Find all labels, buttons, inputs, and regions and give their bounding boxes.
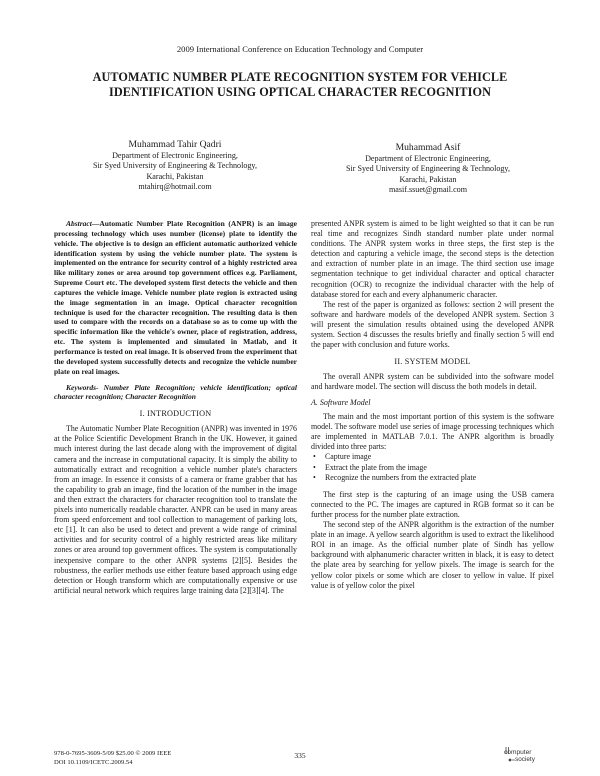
author-city: Karachi, Pakistan	[146, 171, 204, 181]
author-block-2	[318, 141, 538, 196]
subsection-heading-software-model: A. Software Model	[311, 397, 371, 407]
system-model-paragraph: The overall ANPR system can be subdivided into the software model and hardware model. The section will discuss the both models in detail.	[311, 372, 554, 392]
paper-title: AUTOMATIC NUMBER PLATE RECOGNITION SYSTEM FOR VEHICLE IDENTIFICATION USING OPTICAL CHARACTER RECOGNITION	[92, 70, 508, 99]
abstract-label: Abstract—	[66, 219, 100, 228]
author-university: Sir Syed University of Engineering & Technology,	[346, 164, 510, 174]
author-block-1	[70, 138, 280, 193]
intro-paragraph-3: The rest of the paper is organized as follows: section 2 will present the software and hardware models of the developed ANPR system. Section 3 will present the simulation results obtained using the developed ANPR system. Section 4 discusses the results briefly and finally section 5 will end the paper with conclusion and future works.	[311, 299, 554, 350]
software-model-paragraph-2: The first step is the capturing of an image using the USB camera connected to the PC. The images are captured in RGB format so it can be further process for the number plate extraction.	[311, 489, 554, 519]
page-number: 335	[294, 751, 306, 760]
footer-isbn: 978-0-7695-3609-5/09 $25.00 © 2009 IEEE	[54, 750, 172, 757]
abstract	[54, 219, 297, 377]
intro-paragraph-1: The Automatic Number Plate Recognition (ANPR) was invented in 1976 at the Police Scientific Development Branch in the UK. However, it gained much interest during the last decade along with the improvement of digital camera and the increase in computational capacity. It is simply the ability to automatically extract and recognition a vehicle number plate's characters from an image. In essence it consists of a camera or frame grabber that has the capability to grab an image, find the location of the number in the image and then extract the characters for character recognition tool to translate the pixels into numerically readable character. ANPR can be used in many areas from speed enforcement and tool collection to management of parking lots, etc [1]. It can also be used to detect and prevent a wide range of criminal activities and for security control of a highly restricted areas like military zones or area around top government offices. The system is computationally inexpensive compare to the other ANPR systems [2][5]. Besides the robustness, the earlier methods use either feature based approach using edge detection or Hough transform which are computationally expensive or use artificial neural network which requires large training data [2][3][4]. The	[54, 424, 297, 595]
list-item: • Recognize the numbers from the extracted plate	[325, 473, 554, 484]
author-university: Sir Syed University of Engineering & Technology,	[93, 161, 257, 171]
author-name: Muhammad Asif	[395, 142, 461, 153]
list-item: • Extract the plate from the image	[325, 463, 554, 474]
author-name: Muhammad Tahir Qadri	[128, 139, 222, 150]
algorithm-steps-list	[311, 452, 554, 484]
author-department: Department of Electronic Engineering,	[112, 151, 238, 160]
computer-society-logo	[498, 745, 558, 767]
keywords: Keywords- Number Plate Recognition; vehicle identification; optical character recognition; Character Recognition	[54, 382, 297, 402]
list-item: • Capture image	[325, 452, 554, 463]
author-department: Department of Electronic Engineering,	[365, 154, 491, 163]
section-heading-system-model: II. SYSTEM MODEL	[394, 357, 471, 367]
author-email: masif.ssuet@gmail.com	[388, 185, 468, 195]
abstract-text: Automatic Number Plate Recognition (ANPR) is an image processing technology which uses number (license) plate to identify the vehicle. The objective is to design an efficient automatic authorized vehicle identification system by using the vehicle number plate. The system is implemented on the entrance for security control of a highly restricted area like military zones or area around top government offices e.g. Parliament, Supreme Court etc. The developed system first detects the vehicle and then captures the vehicle image. Vehicle number plate region is extracted using the image segmentation in an image. Optical character recognition technique is used for the character recognition. The resulting data is then used to compare with the records on a database so as to come up with the specific information like the vehicle's owner, place of registration, address, etc. The system is implemented and simulated in Matlab, and it performance is tested on real image. It is observed from the experiment that the developed system successfully detects and recognize the vehicle number plate on real images.	[54, 219, 297, 376]
footer-doi: DOI 10.1109/ICETC.2009.54	[54, 758, 133, 766]
conference-header: 2009 International Conference on Education Technology and Computer	[176, 44, 424, 54]
logo-text-society: society	[515, 756, 535, 763]
author-email: mtahirq@hotmail.com	[138, 182, 212, 192]
logo-text-computer: computer	[504, 749, 532, 756]
software-model-paragraph-3: The second step of the ANPR algorithm is the extraction of the number plate in an image. A yellow search algorithm is used to extract the likelihood ROI in an image. As the official number plate of Sindh has yellow background with alphanumeric character written in black, it is easy to detect the plate area by searching for yellow pixels. The image is search for the yellow color pixels or some which are closer to yellow in value. If pixel value is of yellow color the pixel	[311, 520, 554, 590]
intro-paragraph-2: presented ANPR system is aimed to be light weighted so that it can be run real time and recognizes Sindh standard number plate under normal conditions. The ANPR system works in three steps, the first step is the detection and capturing a vehicle image, the second steps is the detection and extraction of number plate in an image. The third section use image segmentation technique to get individual character and optical character recognition (OCR) to recognize the individual character with the help of database stored for each and every alphanumeric character.	[311, 219, 554, 299]
author-city: Karachi, Pakistan	[399, 174, 457, 184]
software-model-paragraph-1: The main and the most important portion of this system is the software model. The software model use series of image processing techniques which are implemented in MATLAB 7.0.1. The ANPR algorithm is broadly divided into three parts:	[311, 411, 554, 451]
left-column	[54, 219, 297, 596]
right-column	[311, 219, 554, 591]
section-heading-introduction: I. INTRODUCTION	[139, 409, 212, 419]
